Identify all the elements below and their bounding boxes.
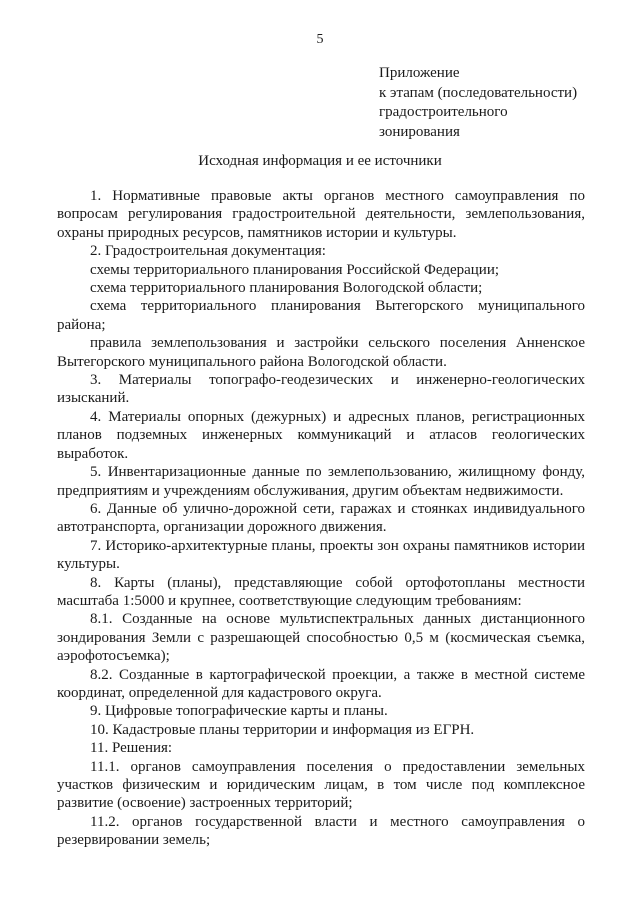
paragraph: 10. Кадастровые планы территории и информация из ЕГРН. [90, 721, 475, 738]
paragraph: схемы территориального планирования Российской Федерации; [90, 261, 500, 278]
appendix-header [379, 64, 619, 142]
appendix-line: Приложение [379, 65, 460, 81]
paragraph: 7. Историко-архитектурные планы, проекты зон охраны памятников истории культуры. [57, 537, 585, 573]
paragraph: 2. Градостроительная документация: [90, 243, 326, 260]
document-title: Исходная информация и ее источники [198, 153, 442, 169]
paragraph: 8. Карты (планы), представляющие собой ортофотопланы местности масштаба 1:5000 и крупнее, соответствующие следующим требованиям: [57, 574, 585, 609]
paragraph: 8.2. Созданные в картографической проекции, а также в местной системе координат, определенной для кадастрового округа. [57, 666, 585, 701]
paragraph: 8.1. Созданные на основе мультиспектральных данных дистанционного зондирования Земли с разрешающей способностью 0,5 м (космическая съемка, аэрофотосъемка); [57, 611, 585, 665]
paragraph: 9. Цифровые топографические карты и планы. [90, 703, 388, 720]
paragraph: схема территориального планирования Вологодской области; [90, 280, 483, 297]
paragraph: 1. Нормативные правовые акты органов местного самоуправления по вопросам регулирования градостроительной деятельности, землепользования, охраны природных ресурсов, памятников истории и культуры. [57, 188, 585, 241]
document-body [57, 187, 585, 850]
appendix-line: зонирования [379, 123, 460, 140]
appendix-line: градостроительного [379, 104, 508, 120]
paragraph: правила землепользования и застройки сельского поселения Анненское Вытегорского муниципального района Вологодской области. [57, 335, 585, 370]
paragraph: 11. Решения: [90, 740, 173, 757]
paragraph: 4. Материалы опорных (дежурных) и адресных планов, регистрационных планов подземных инженерных коммуникаций и атласов геологических выработок. [57, 408, 585, 462]
paragraph: 11.2. органов государственной власти и местного самоуправления о резервировании земель; [57, 813, 585, 849]
paragraph: 5. Инвентаризационные данные по землепользованию, жилищному фонду, предприятиям и учреждениям обслуживания, другим объектам недвижимости. [57, 464, 585, 499]
paragraph: 11.1. органов самоуправления поселения о предоставлении земельных участков физическим и юридическим лицам, в том числе под комплексное развитие (освоение) застроенных территорий; [57, 758, 585, 812]
paragraph: 3. Материалы топографо-геодезических и инженерно-геологических изысканий. [57, 372, 585, 407]
appendix-line: к этапам (последовательности) [379, 84, 578, 101]
page-number: 5 [316, 32, 324, 47]
paragraph: схема территориального планирования Вытегорского муниципального района; [57, 298, 585, 333]
paragraph: 6. Данные об улично-дорожной сети, гаражах и стоянках индивидуального автотранспорта, организации дорожного движения. [57, 500, 585, 536]
